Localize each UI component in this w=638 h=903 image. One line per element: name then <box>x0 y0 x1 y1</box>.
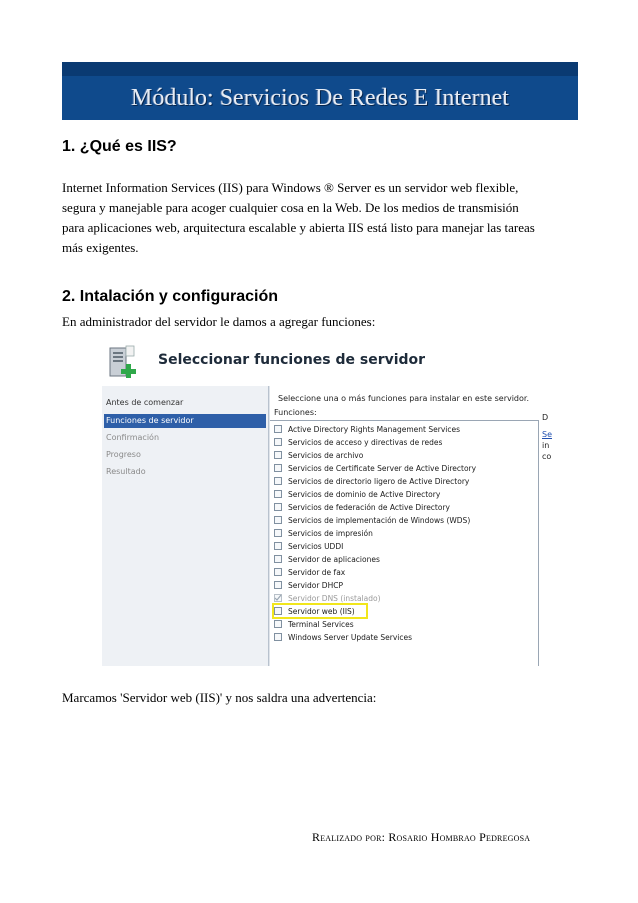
section-2-heading: 2. Intalación y configuración <box>62 288 279 305</box>
server-roles-icon <box>106 344 140 382</box>
checkbox[interactable] <box>274 620 282 628</box>
role-label: Windows Server Update Services <box>288 633 413 642</box>
wizard-header <box>102 338 554 384</box>
role-item[interactable] <box>274 475 469 488</box>
step-confirmacion: Confirmación <box>106 433 160 442</box>
role-label: Servicios de implementación de Windows (WDS) <box>288 516 471 525</box>
body-line: para aplicaciones web, arquitectura escalable y abierta IIS está listo para manejar las tareas <box>62 220 535 235</box>
role-label: Servidor DNS (instalado) <box>288 594 381 603</box>
description-column <box>542 412 554 462</box>
role-item[interactable] <box>274 527 373 540</box>
checked-checkbox <box>274 594 282 602</box>
footer-author: Realizado por: Rosario Hombrao Pedregosa <box>312 830 531 844</box>
body-line: segura y manejable para acoger cualquier cosa en la Web. De los medios de transmisión <box>62 200 519 215</box>
roles-list <box>270 420 539 666</box>
role-label: Active Directory Rights Management Services <box>288 425 460 434</box>
checkbox[interactable] <box>274 581 282 589</box>
role-label: Servicios de impresión <box>288 529 373 538</box>
role-item[interactable] <box>274 618 354 631</box>
role-label: Servidor DHCP <box>288 581 343 590</box>
role-label: Servicios UDDI <box>288 542 344 551</box>
step-funciones-de-servidor[interactable]: Funciones de servidor <box>104 414 266 428</box>
role-item[interactable] <box>274 514 470 527</box>
role-label: Servicios de directorio ligero de Active Directory <box>288 477 470 486</box>
role-label: Servicios de archivo <box>288 451 364 460</box>
step-progreso: Progreso <box>106 450 141 459</box>
role-item[interactable] <box>274 540 343 553</box>
wizard-steps-sidebar <box>102 386 269 666</box>
description-text: co <box>542 452 552 461</box>
section-1-heading: 1. ¿Qué es IIS? <box>62 138 177 155</box>
roles-pane <box>270 386 554 666</box>
wizard-title: Seleccionar funciones de servidor <box>158 352 426 368</box>
role-label: Servicios de Certificate Server de Active Directory <box>288 464 477 473</box>
checkbox[interactable] <box>274 542 282 550</box>
description-link[interactable]: Se <box>542 430 552 439</box>
role-item-servidor-web[interactable] <box>274 605 355 618</box>
role-item[interactable] <box>274 553 380 566</box>
role-label: Servidor de aplicaciones <box>288 555 380 564</box>
role-item[interactable] <box>274 501 450 514</box>
role-label: Servicios de federación de Active Directory <box>288 503 450 512</box>
checkbox[interactable] <box>274 568 282 576</box>
description-text: in <box>542 441 550 450</box>
checkbox[interactable] <box>274 503 282 511</box>
step-antes-de-comenzar[interactable]: Antes de comenzar <box>106 398 184 407</box>
description-heading: D <box>542 413 549 422</box>
checkbox[interactable] <box>274 490 282 498</box>
role-item[interactable] <box>274 566 345 579</box>
role-label: Servidor de fax <box>288 568 346 577</box>
role-label: Servidor web (IIS) <box>288 607 355 616</box>
wizard-body <box>102 386 554 666</box>
checkbox[interactable] <box>274 425 282 433</box>
checkbox[interactable] <box>274 477 282 485</box>
checkmark-icon <box>274 594 282 602</box>
role-item[interactable] <box>274 631 412 644</box>
checkbox[interactable] <box>274 607 282 615</box>
body-line: más exigentes. <box>62 240 139 255</box>
checkbox[interactable] <box>274 464 282 472</box>
role-item[interactable] <box>274 449 363 462</box>
checkbox[interactable] <box>274 516 282 524</box>
section-1-body <box>62 178 582 258</box>
step-resultado: Resultado <box>106 467 146 476</box>
role-item[interactable] <box>274 423 460 436</box>
checkbox[interactable] <box>274 529 282 537</box>
role-item[interactable] <box>274 488 440 501</box>
role-item[interactable] <box>274 436 442 449</box>
checkbox[interactable] <box>274 451 282 459</box>
roles-instruction: Seleccione una o más funciones para instalar en este servidor. <box>278 394 530 403</box>
role-label: Terminal Services <box>288 620 354 629</box>
role-item[interactable] <box>274 462 476 475</box>
checkbox[interactable] <box>274 633 282 641</box>
role-label: Servicios de dominio de Active Directory <box>288 490 441 499</box>
section-2-after: Marcamos 'Servidor web (IIS)' y nos saldra una advertencia: <box>62 690 377 705</box>
role-item[interactable] <box>274 579 343 592</box>
role-label: Servicios de acceso y directivas de redes <box>288 438 443 447</box>
roles-list-label: Funciones: <box>274 408 317 417</box>
embedded-screenshot <box>102 338 554 666</box>
section-2-intro: En administrador del servidor le damos a agregar funciones: <box>62 314 376 329</box>
checkbox[interactable] <box>274 555 282 563</box>
body-line: Internet Information Services (IIS) para Windows ® Server es un servidor web flexible, <box>62 180 519 195</box>
document-title: Módulo: Servicios De Redes E Internet <box>131 85 509 111</box>
checkbox[interactable] <box>274 438 282 446</box>
